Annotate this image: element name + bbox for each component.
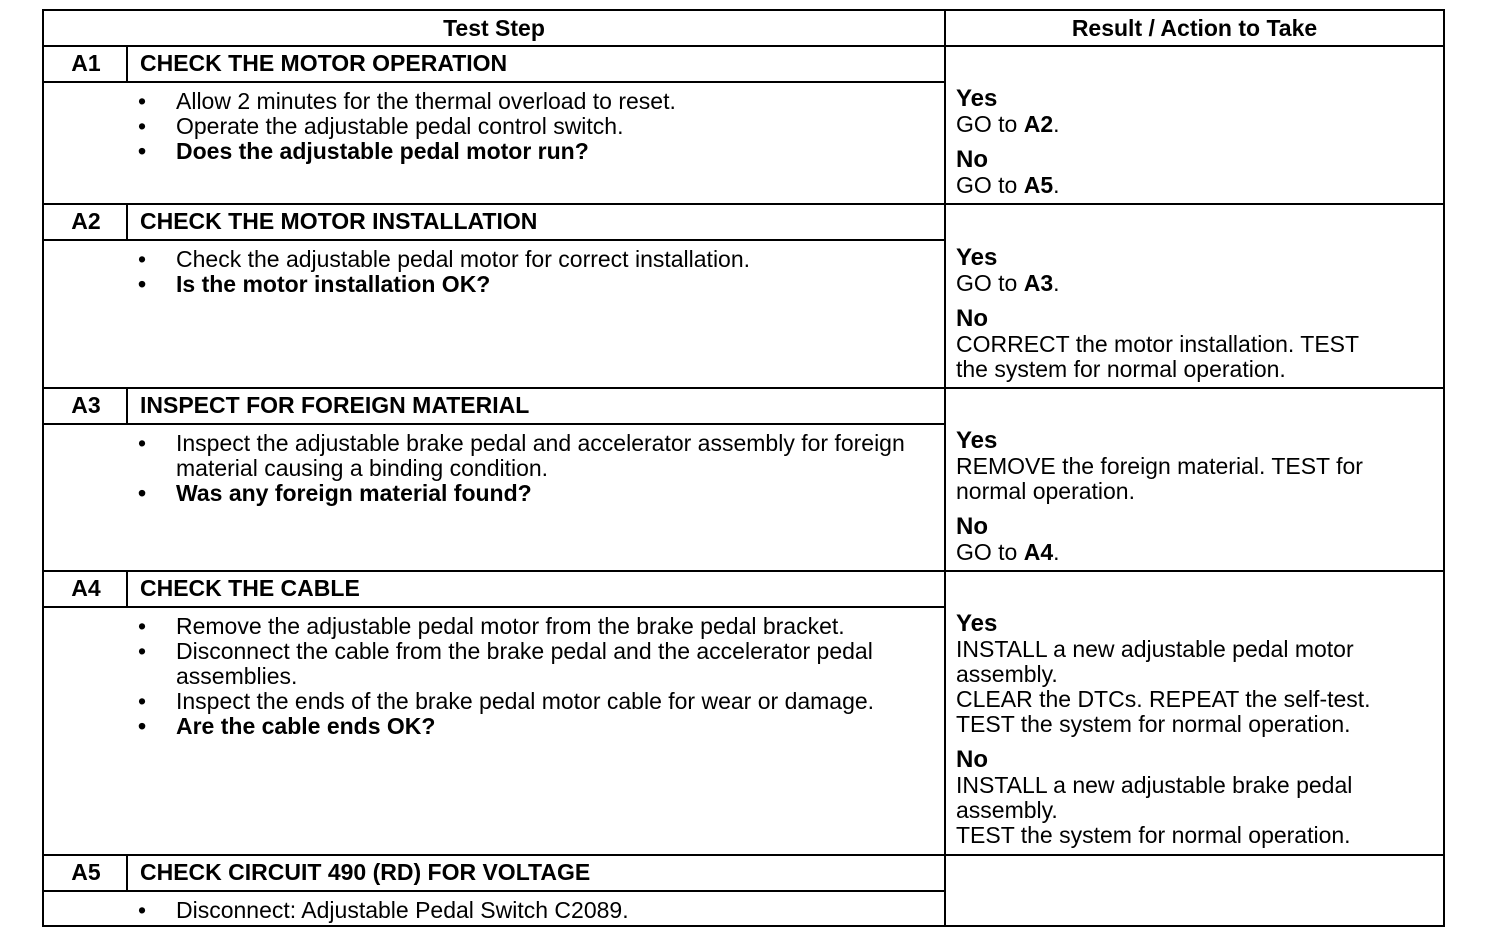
- instruction-text: Is the motor installation OK?: [176, 271, 491, 297]
- instruction-text: Check the adjustable pedal motor for correct installation.: [176, 246, 751, 272]
- instruction-text: Disconnect the cable from the brake pedal and the accelerator pedal assemblies.: [176, 638, 873, 689]
- result-yes-action: [956, 454, 1436, 479]
- spacer: [956, 504, 1436, 514]
- diagnostic-table: [42, 9, 1445, 927]
- row-divider: [44, 570, 1443, 572]
- spacer: [956, 296, 1436, 306]
- title-divider: [44, 890, 944, 892]
- step-title: INSPECT FOR FOREIGN MATERIAL: [140, 392, 530, 418]
- spacer: [956, 737, 1436, 747]
- result-no-label: No: [956, 746, 988, 773]
- result-yes-action: [956, 479, 1436, 504]
- result-no-action: [956, 798, 1436, 823]
- step-reference: A5: [1023, 172, 1054, 198]
- step-title: CHECK THE MOTOR INSTALLATION: [140, 208, 538, 234]
- action-text: GO to: [956, 270, 1024, 296]
- action-text: TEST the system for normal operation.: [956, 711, 1351, 737]
- step-instruction: [138, 689, 928, 714]
- step-instruction: [138, 614, 928, 639]
- bullet-icon: •: [138, 246, 147, 272]
- action-text-end: .: [1053, 111, 1060, 137]
- step-id: A3: [71, 392, 101, 418]
- step-reference: A3: [1023, 270, 1054, 296]
- action-text: normal operation.: [956, 478, 1135, 504]
- step-instruction: [138, 89, 928, 114]
- action-text-end: .: [1053, 172, 1060, 198]
- action-text: GO to: [956, 111, 1024, 137]
- result-yes-action: [956, 712, 1436, 737]
- result-yes-action: [956, 271, 1436, 296]
- result-yes-label: Yes: [956, 85, 998, 112]
- result-actions: [956, 428, 1436, 565]
- step-question: [138, 481, 928, 506]
- action-text: INSTALL a new adjustable pedal motor: [956, 636, 1354, 662]
- instruction-text: Was any foreign material found?: [176, 480, 532, 506]
- action-text: REMOVE the foreign material. TEST for: [956, 453, 1363, 479]
- step-id: A1: [71, 50, 101, 76]
- bullet-icon: •: [138, 138, 147, 164]
- bullet-icon: •: [138, 613, 147, 639]
- bullet-icon: •: [138, 430, 147, 456]
- result-actions: [956, 86, 1436, 198]
- step-title: CHECK THE MOTOR OPERATION: [140, 50, 508, 76]
- result-header: Result / Action to Take: [1071, 15, 1318, 41]
- step-id: A2: [71, 208, 101, 234]
- title-divider: [44, 606, 944, 608]
- result-no-action: [956, 357, 1436, 382]
- spacer: [956, 137, 1436, 147]
- step-instruction: [138, 639, 928, 689]
- step-reference: A4: [1023, 539, 1054, 565]
- result-actions: [956, 245, 1436, 382]
- step-instruction: [138, 431, 928, 481]
- result-actions: [956, 611, 1436, 848]
- action-text-end: .: [1053, 270, 1060, 296]
- result-yes-label: Yes: [956, 427, 998, 454]
- step-question: [138, 272, 928, 297]
- step-instructions: [138, 247, 928, 297]
- instruction-text: Operate the adjustable pedal control switch.: [176, 113, 624, 139]
- step-instruction: [138, 114, 928, 139]
- action-text: assembly.: [956, 661, 1058, 687]
- result-yes-action: [956, 637, 1436, 662]
- action-text: INSTALL a new adjustable brake pedal: [956, 772, 1353, 798]
- row-divider: [44, 387, 1443, 389]
- instruction-text: Are the cable ends OK?: [176, 713, 436, 739]
- step-question: [138, 714, 928, 739]
- step-id: A5: [71, 859, 101, 885]
- action-text: GO to: [956, 539, 1024, 565]
- step-instructions: [138, 898, 928, 923]
- action-text: GO to: [956, 172, 1024, 198]
- instruction-text: Disconnect: Adjustable Pedal Switch C2089.: [176, 897, 629, 923]
- action-text: CLEAR the DTCs. REPEAT the self-test.: [956, 686, 1371, 712]
- title-divider: [44, 81, 944, 83]
- action-text: the system for normal operation.: [956, 356, 1286, 382]
- result-no-label: No: [956, 305, 988, 332]
- result-yes-label: Yes: [956, 244, 998, 271]
- result-no-action: [956, 540, 1436, 565]
- bullet-icon: •: [138, 113, 147, 139]
- step-reference: A2: [1023, 111, 1054, 137]
- result-no-action: [956, 173, 1436, 198]
- title-divider: [44, 239, 944, 241]
- step-instructions: [138, 431, 928, 506]
- instruction-text: Inspect the adjustable brake pedal and accelerator assembly for foreign material causing a binding condition.: [176, 430, 905, 481]
- result-no-action: [956, 773, 1436, 798]
- result-no-action: [956, 332, 1436, 357]
- test-step-header: Test Step: [443, 15, 545, 41]
- bullet-icon: •: [138, 271, 147, 297]
- result-yes-action: [956, 687, 1436, 712]
- result-no-action: [956, 823, 1436, 848]
- title-divider: [44, 423, 944, 425]
- row-divider: [44, 203, 1443, 205]
- bullet-icon: •: [138, 638, 147, 664]
- result-yes-label: Yes: [956, 610, 998, 637]
- step-id: A4: [71, 575, 101, 601]
- result-no-label: No: [956, 513, 988, 540]
- step-title: CHECK THE CABLE: [140, 575, 360, 601]
- step-instruction: [138, 898, 928, 923]
- step-question: [138, 139, 928, 164]
- column-divider: [944, 11, 946, 925]
- bullet-icon: •: [138, 480, 147, 506]
- result-no-label: No: [956, 146, 988, 173]
- result-yes-action: [956, 662, 1436, 687]
- instruction-text: Inspect the ends of the brake pedal motor cable for wear or damage.: [176, 688, 875, 714]
- bullet-icon: •: [138, 897, 147, 923]
- bullet-icon: •: [138, 688, 147, 714]
- row-divider: [44, 854, 1443, 856]
- action-text-end: .: [1053, 539, 1060, 565]
- bullet-icon: •: [138, 713, 147, 739]
- step-instruction: [138, 247, 928, 272]
- step-instructions: [138, 89, 928, 164]
- header-divider: [44, 45, 1443, 47]
- result-yes-action: [956, 112, 1436, 137]
- action-text: CORRECT the motor installation. TEST: [956, 331, 1360, 357]
- step-instructions: [138, 614, 928, 739]
- instruction-text: Remove the adjustable pedal motor from the brake pedal bracket.: [176, 613, 845, 639]
- instruction-text: Allow 2 minutes for the thermal overload to reset.: [176, 88, 676, 114]
- bullet-icon: •: [138, 88, 147, 114]
- step-title: CHECK CIRCUIT 490 (RD) FOR VOLTAGE: [140, 859, 591, 885]
- action-text: TEST the system for normal operation.: [956, 822, 1351, 848]
- action-text: assembly.: [956, 797, 1058, 823]
- instruction-text: Does the adjustable pedal motor run?: [176, 138, 589, 164]
